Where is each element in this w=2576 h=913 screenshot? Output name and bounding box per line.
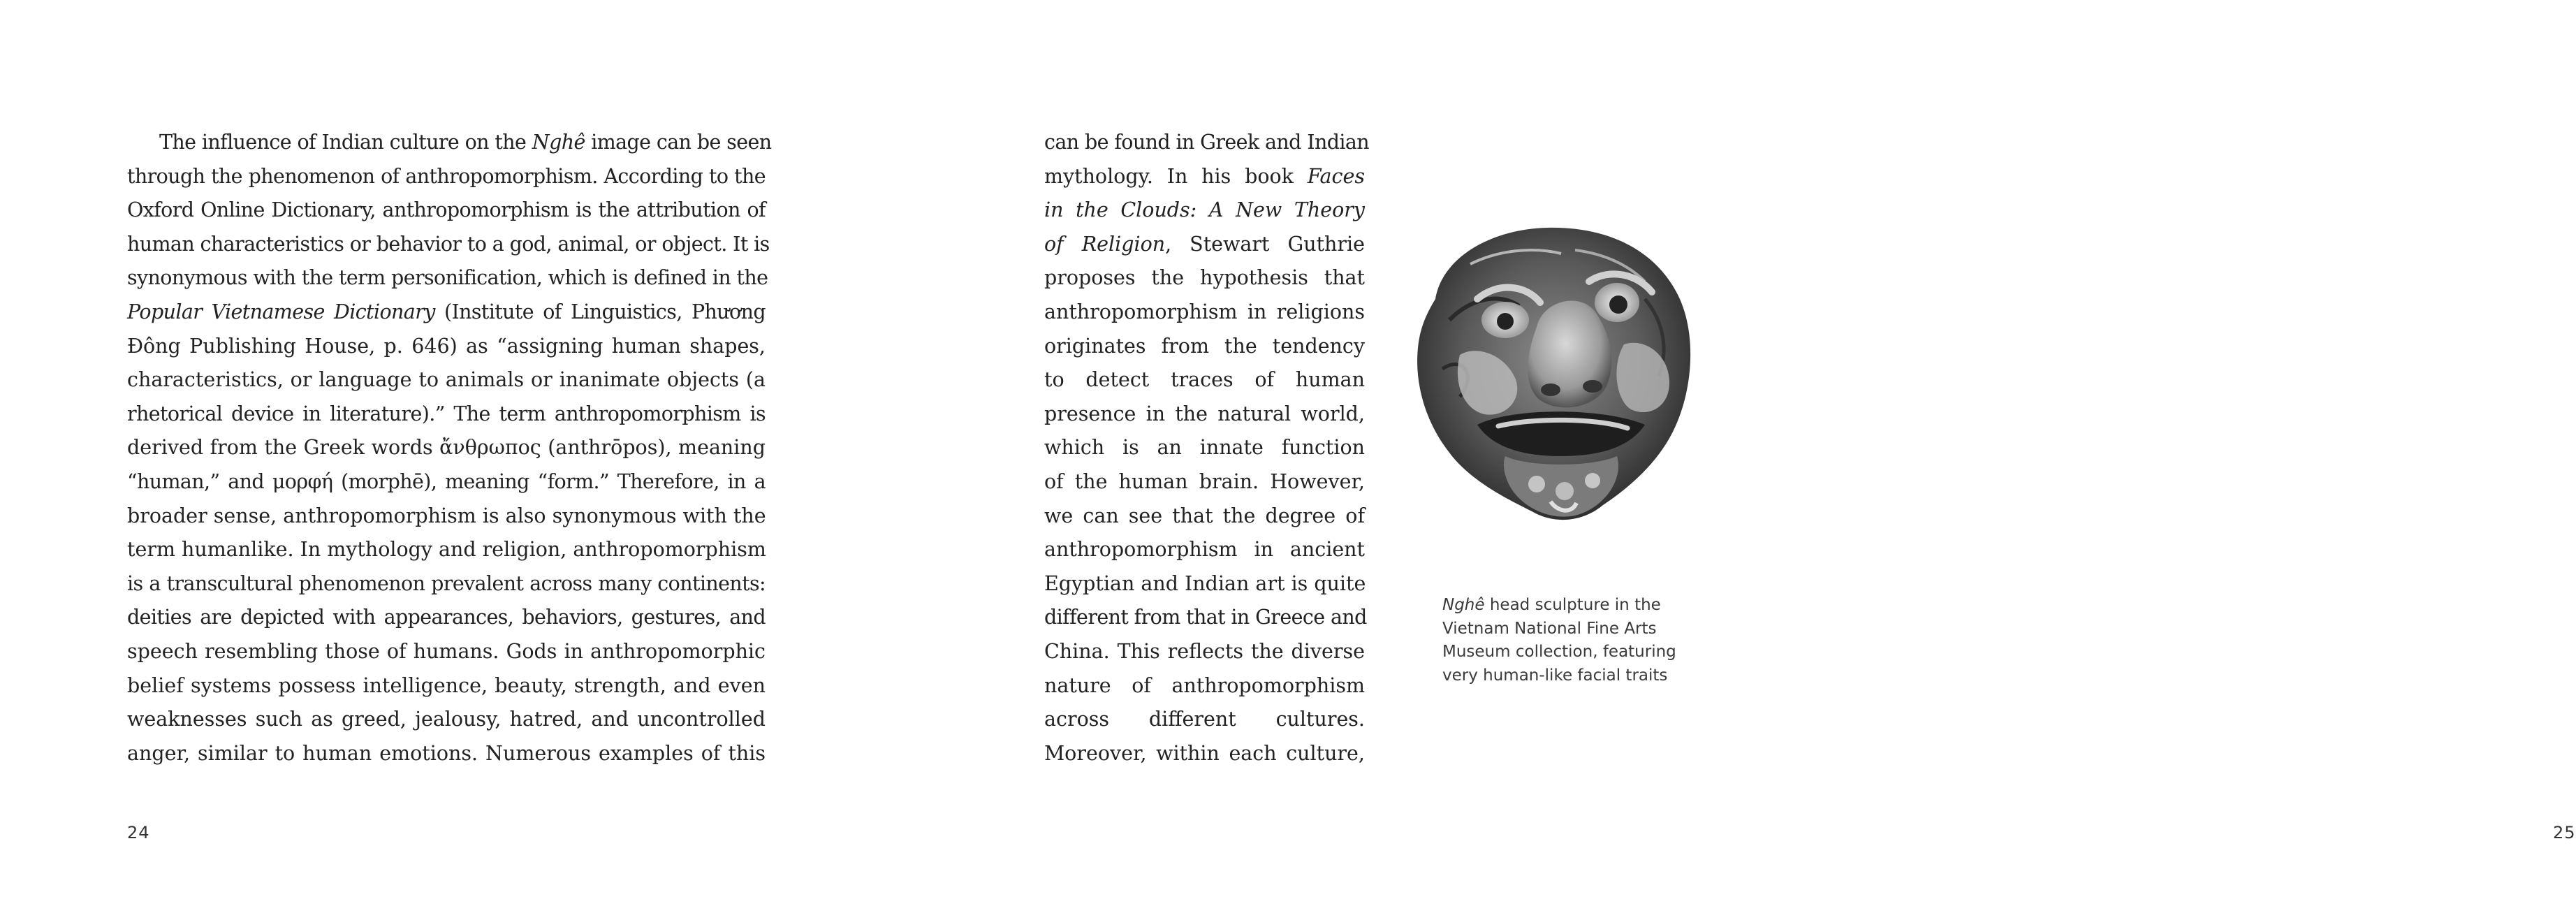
text-segment: China. This reflects the diverse [1044, 639, 1365, 663]
text-line [1044, 635, 1365, 669]
page-number-left: 24 [127, 823, 150, 842]
text-segment: originates from the tendency [1044, 334, 1365, 358]
text-segment: synonymous with the term personification, which is defined in the [127, 266, 768, 290]
caption-line: Museum collection, featuring [1442, 643, 1676, 661]
text-line [127, 431, 766, 465]
text-line [127, 669, 766, 703]
text-line [1044, 499, 1365, 534]
text-segment: anger, similar to human emotions. Numerous examples of this [127, 741, 766, 765]
text-line [1044, 330, 1365, 364]
text-line [1044, 703, 1365, 737]
text-segment: Moreover, within each culture, [1044, 741, 1365, 765]
text-line [1044, 669, 1365, 703]
text-segment: Đông Publishing House, p. 646) as “assigning human shapes, [127, 334, 766, 358]
text-line [127, 193, 766, 228]
text-segment: different from that in Greece and [1044, 606, 1367, 629]
text-segment: proposes the hypothesis that [1044, 266, 1365, 290]
text-segment: anthropomorphism in religions [1044, 300, 1365, 323]
text-line [127, 295, 766, 330]
caption-line [1442, 594, 1701, 618]
right-page [896, 0, 2576, 913]
text-line [1044, 193, 1365, 228]
italic-text: of Religion [1044, 232, 1166, 256]
text-line [127, 228, 770, 262]
text-line [1044, 228, 1365, 262]
text-segment: mythology. In his book [1044, 164, 1308, 188]
text-line [127, 737, 766, 771]
text-segment: Egyptian and Indian art is quite [1044, 571, 1366, 595]
text-line [127, 397, 766, 432]
text-line [1044, 533, 1365, 567]
text-line [1044, 126, 1370, 160]
text-line [127, 126, 772, 160]
nghe-head-sculpture-image [1393, 215, 1701, 526]
left-body-text [127, 126, 772, 770]
text-segment: belief systems possess intelligence, beauty, strength, and even [127, 673, 766, 697]
text-segment: Oxford Online Dictionary, anthropomorphism is the attribution of [127, 198, 766, 222]
text-line [127, 703, 766, 737]
text-segment: can be found in Greek and Indian [1044, 131, 1370, 154]
text-segment: weaknesses such as greed, jealousy, hatred, and uncontrolled [127, 708, 766, 731]
text-line [127, 160, 766, 194]
page-number-right: 25 [2553, 823, 2576, 842]
text-segment: “human,” and μορφή (morphē), meaning “form.” Therefore, in a [127, 469, 766, 493]
italic-text: Popular Vietnamese Dictionary [127, 300, 435, 323]
caption-italic: Nghê [1442, 596, 1485, 614]
text-segment: speech resembling those of humans. Gods in anthropomorphic [127, 639, 766, 663]
text-segment: presence in the natural world, [1044, 402, 1365, 425]
right-body-text [1044, 126, 1370, 770]
text-segment: anthropomorphism in ancient [1044, 538, 1365, 562]
caption-line: very human-like facial traits [1442, 666, 1668, 685]
text-line [1044, 567, 1365, 601]
text-segment: (Institute of Linguistics, Phương [434, 300, 766, 323]
text-segment: is a transcultural phenomenon prevalent across many continents: [127, 571, 766, 595]
text-segment: deities are depicted with appearances, behaviors, gestures, and [127, 606, 766, 629]
text-line [127, 567, 766, 601]
text-line [127, 635, 766, 669]
text-line [127, 533, 766, 567]
text-line [1044, 737, 1365, 771]
text-segment: across different cultures. [1044, 708, 1365, 731]
text-line [1044, 363, 1365, 397]
text-line [1044, 431, 1365, 465]
text-line [127, 261, 766, 295]
italic-text: Nghê [532, 131, 585, 154]
text-line [1044, 465, 1365, 499]
text-segment: through the phenomenon of anthropomorphism. According to the [127, 164, 766, 188]
text-segment: , Stewart Guthrie [1165, 232, 1365, 256]
text-line [127, 601, 766, 635]
caption-text: head sculpture in the [1484, 596, 1661, 614]
text-line [127, 330, 766, 364]
text-segment: nature of anthropomorphism [1044, 673, 1365, 697]
text-segment: to detect traces of human [1044, 368, 1365, 392]
text-segment: of the human brain. However, [1044, 469, 1365, 493]
text-segment: The influence of Indian culture on the [159, 131, 532, 154]
text-line [1044, 397, 1365, 432]
text-segment: characteristics, or language to animals or inanimate objects (a [127, 368, 766, 392]
left-page [0, 0, 896, 913]
figure-caption [1442, 594, 1701, 687]
text-segment: term humanlike. In mythology and religion, anthropomorphism [127, 538, 766, 562]
italic-text: in the Clouds: A New Theory [1044, 198, 1365, 222]
text-line [1044, 261, 1365, 295]
text-segment: rhetorical device in literature).” The term anthropomorphism is [127, 402, 766, 425]
text-line [1044, 601, 1365, 635]
text-segment: we can see that the degree of [1044, 504, 1365, 527]
caption-line: Vietnam National Fine Arts [1442, 619, 1657, 638]
text-line [127, 465, 766, 499]
text-segment: which is an innate function [1044, 436, 1365, 460]
text-line [127, 499, 766, 534]
text-segment: human characteristics or behavior to a god, animal, or object. It is [127, 232, 770, 256]
italic-text: Faces [1307, 164, 1365, 188]
text-segment: broader sense, anthropomorphism is also synonymous with the [127, 504, 766, 527]
text-line [127, 363, 766, 397]
text-segment: image can be seen [585, 131, 772, 154]
text-line [1044, 295, 1365, 330]
text-segment: derived from the Greek words ἄνθρωπος (anthrōpos), meaning [127, 436, 766, 460]
text-line [1044, 160, 1365, 194]
